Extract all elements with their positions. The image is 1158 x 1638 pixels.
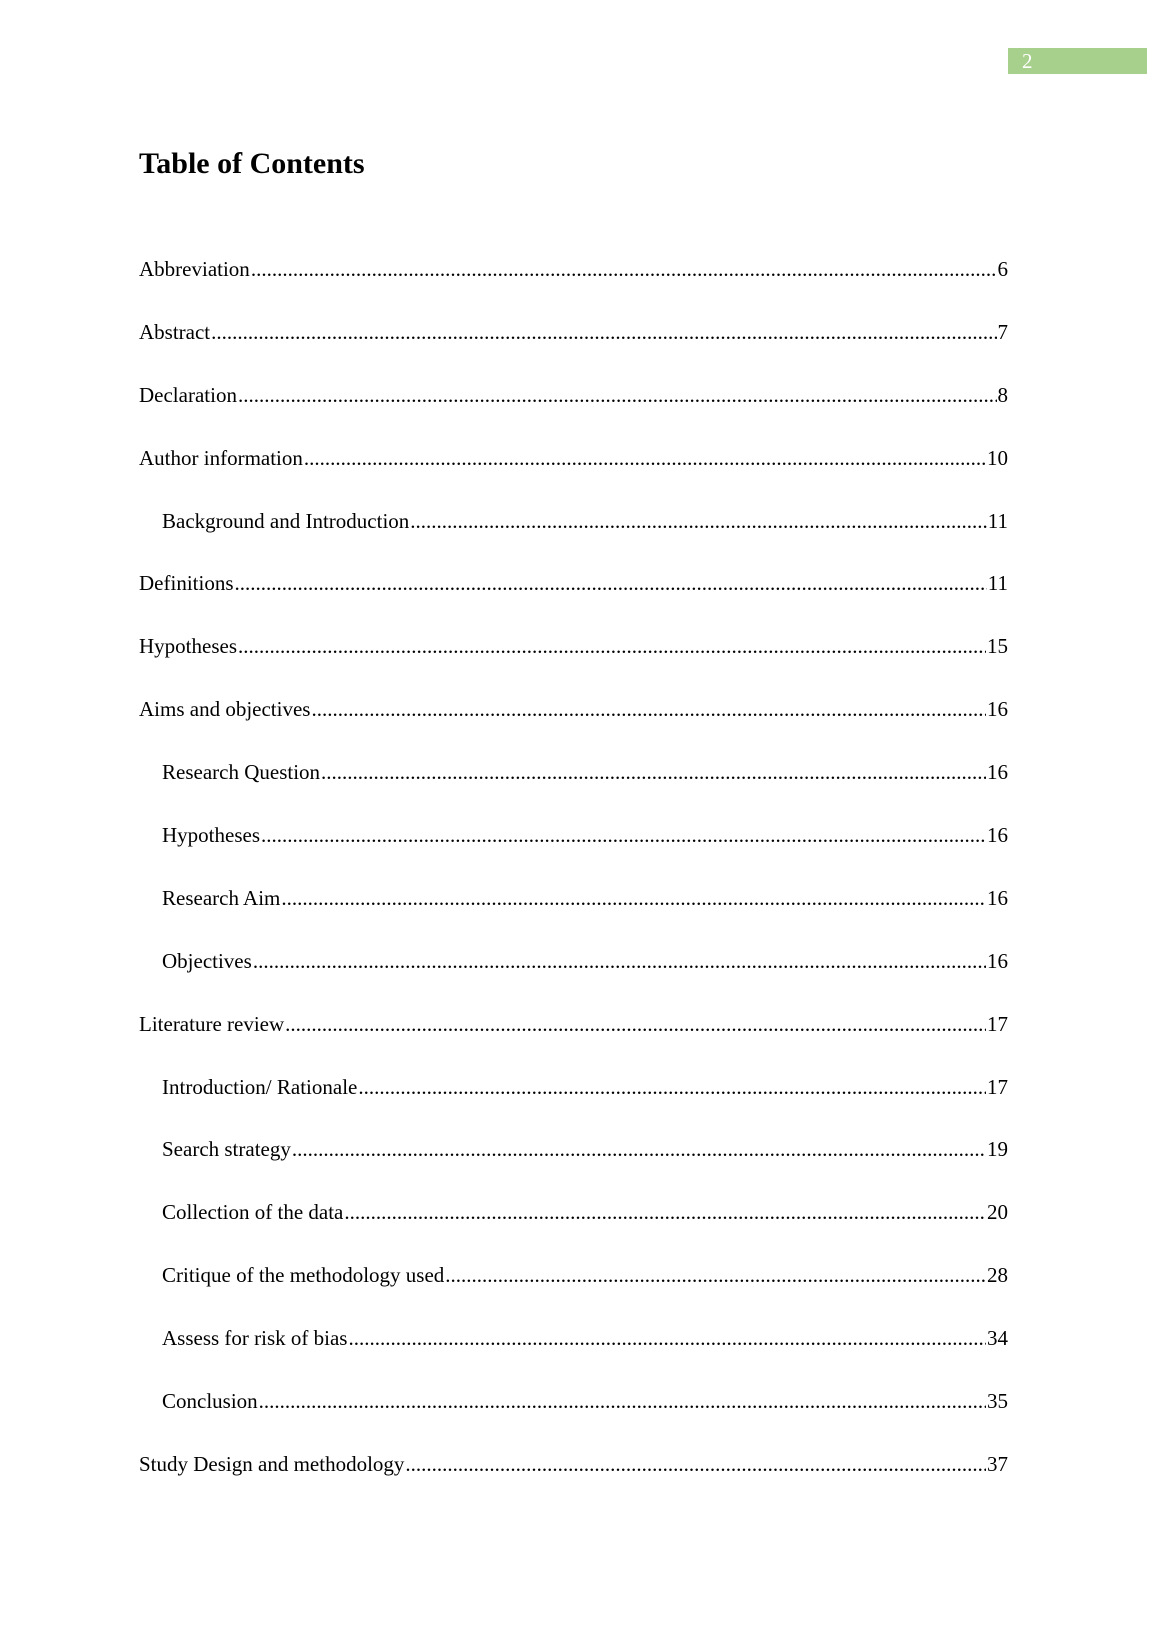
toc-entry-label: Literature review — [139, 1011, 285, 1036]
toc-entry-page: 16 — [987, 760, 1008, 785]
toc-entry-literature-review[interactable] — [139, 1009, 1008, 1072]
toc-entry-label: Critique of the methodology used — [162, 1263, 445, 1288]
toc-dot-leader — [259, 1386, 986, 1416]
toc-entry-hypotheses[interactable] — [139, 631, 1008, 694]
toc-entry-page: 28 — [987, 1263, 1008, 1288]
toc-entry-label: Research Aim — [162, 885, 281, 910]
toc-entry-label: Declaration — [139, 382, 237, 407]
toc-entry-page: 16 — [987, 697, 1008, 722]
toc-entry-label: Research Question — [162, 760, 321, 785]
toc-entry-label: Abstract — [139, 319, 211, 344]
toc-entry-page: 8 — [997, 382, 1008, 407]
toc-entry-objectives[interactable] — [139, 946, 1008, 1009]
toc-entry-label: Search strategy — [162, 1137, 291, 1162]
toc-dot-leader — [445, 1260, 986, 1290]
toc-entry-page: 16 — [987, 948, 1008, 973]
toc-entry-author-information[interactable] — [139, 443, 1008, 506]
toc-entry-research-question[interactable] — [139, 757, 1008, 820]
toc-entry-page: 16 — [987, 885, 1008, 910]
toc-entry-assess-for-risk-of-bias[interactable] — [139, 1323, 1008, 1386]
toc-entry-label: Conclusion — [162, 1389, 258, 1414]
toc-dot-leader — [251, 254, 997, 284]
toc-entry-page: 17 — [987, 1011, 1008, 1036]
toc-entry-label: Hypotheses — [139, 634, 237, 659]
toc-dot-leader — [238, 380, 997, 410]
toc-entry-abstract[interactable] — [139, 317, 1008, 380]
toc-entry-page: 6 — [997, 257, 1008, 281]
toc-dot-leader — [253, 946, 986, 976]
toc-entry-page: 11 — [987, 571, 1008, 596]
toc-list — [139, 254, 1008, 1512]
toc-dot-leader — [405, 1449, 986, 1479]
toc-entry-critique-of-the-methodology[interactable] — [139, 1260, 1008, 1323]
toc-entry-label: Hypotheses — [162, 823, 260, 848]
toc-dot-leader — [311, 694, 986, 724]
toc-dot-leader — [281, 883, 986, 913]
toc-dot-leader — [292, 1134, 986, 1164]
toc-title: Table of Contents — [139, 147, 365, 180]
toc-entry-introduction-rationale[interactable] — [139, 1072, 1008, 1135]
toc-entry-page: 20 — [987, 1200, 1008, 1225]
toc-entry-declaration[interactable] — [139, 380, 1008, 443]
toc-entry-page: 34 — [987, 1326, 1008, 1351]
toc-entry-label: Collection of the data — [162, 1200, 344, 1225]
toc-dot-leader — [211, 317, 996, 347]
toc-dot-leader — [304, 443, 986, 473]
toc-entry-page: 17 — [987, 1074, 1008, 1099]
toc-entry-label: Objectives — [162, 948, 252, 973]
toc-entry-aims-and-objectives[interactable] — [139, 694, 1008, 757]
toc-entry-abbreviation[interactable] — [139, 254, 1008, 317]
toc-entry-definitions[interactable] — [139, 568, 1008, 631]
toc-entry-label: Background and Introduction — [162, 508, 410, 533]
toc-entry-page: 11 — [987, 508, 1008, 533]
toc-entry-background-and-introduction[interactable] — [139, 506, 1008, 569]
toc-entry-collection-of-the-data[interactable] — [139, 1197, 1008, 1260]
page-number: 2 — [1022, 49, 1033, 73]
toc-dot-leader — [358, 1072, 986, 1102]
toc-dot-leader — [344, 1197, 986, 1227]
toc-dot-leader — [285, 1009, 986, 1039]
toc-dot-leader — [261, 820, 986, 850]
toc-entry-page: 19 — [987, 1137, 1008, 1162]
toc-entry-label: Assess for risk of bias — [162, 1326, 348, 1351]
toc-entry-search-strategy[interactable] — [139, 1134, 1008, 1197]
toc-entry-page: 7 — [997, 319, 1008, 344]
toc-dot-leader — [348, 1323, 986, 1353]
toc-entry-label: Aims and objectives — [139, 697, 311, 722]
toc-entry-research-aim[interactable] — [139, 883, 1008, 946]
toc-entry-label: Introduction/ Rationale — [162, 1074, 358, 1099]
toc-entry-page: 15 — [987, 634, 1008, 659]
toc-entry-label: Definitions — [139, 571, 234, 596]
toc-entry-conclusion[interactable] — [139, 1386, 1008, 1449]
toc-entry-label: Abbreviation — [139, 257, 250, 281]
toc-entry-study-design-and-methodology[interactable] — [139, 1449, 1008, 1512]
toc-dot-leader — [238, 631, 986, 661]
toc-entry-label: Study Design and methodology — [139, 1451, 405, 1476]
toc-entry-page: 10 — [987, 445, 1008, 470]
page-number-badge — [1008, 48, 1147, 74]
toc-entry-page: 37 — [987, 1451, 1008, 1476]
toc-entry-page: 35 — [987, 1389, 1008, 1414]
toc-dot-leader — [235, 568, 987, 598]
toc-dot-leader — [321, 757, 986, 787]
toc-entry-page: 16 — [987, 823, 1008, 848]
toc-dot-leader — [410, 506, 986, 536]
toc-entry-label: Author information — [139, 445, 303, 470]
toc-entry-hypotheses-sub[interactable] — [139, 820, 1008, 883]
